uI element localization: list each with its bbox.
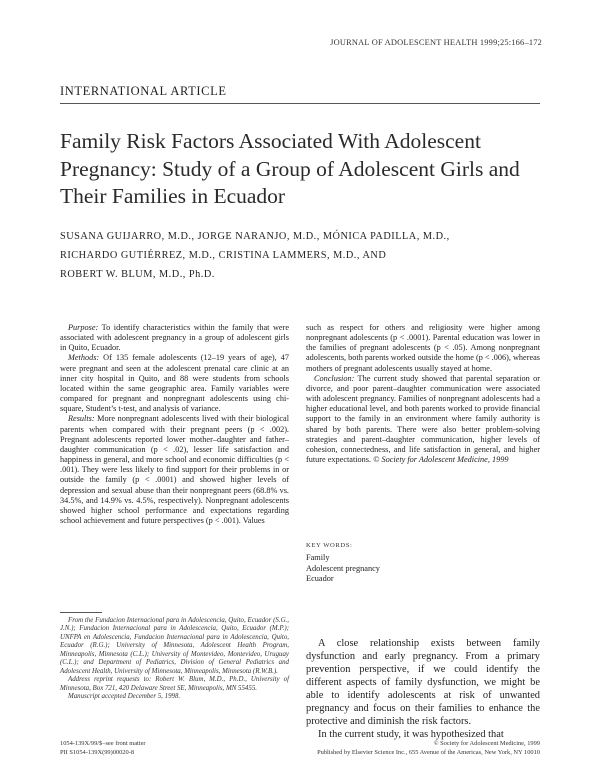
body-text [306,637,540,741]
abstract-methods [60,353,289,414]
body-paragraph: A close relationship exists between family dysfunction and early pregnancy. From a primary prevention perspective, if we could identify the different aspects of family dysfunction, we might be able to identify adolescents at risk of unwanted pregnancy and focus on their families to enhance the protective and diminish the risk factors. [306,638,540,727]
results-label: Results: [68,414,95,424]
conclusion-label: Conclusion: [314,373,355,383]
keyword-item: Family [306,553,330,562]
conclusion-text: The current study showed that parental separation or divorce, and poor parent–daughter communication were associated with adolescent pregnancy. Families of nonpregnant adolescents had a higher educational level, and both parents worked to provide financial support to the family in an environment where family authority is shared by both parents. There were also better problem-solving strategies and parent–daughter communication, higher levels of cohesion, connectedness, and life satisfaction in general, and higher future expectations. [306,373,540,465]
abstract-copyright: © Society for Adolescent Medicine, 1999 [371,455,509,465]
title-line: Family Risk Factors Associated With Adolescent [60,129,481,153]
abstract-column-left [60,323,289,526]
purpose-text: To identify characteristics within the family that were associated with adolescent pregnancy in a group of adolescent girls in Quito, Ecuador. [60,323,289,353]
abstract-continued: such as respect for others and religiosity were higher among nonpregnant adolescents (p < .0001). Parental education was lower in the families of pregnant adolescents (p < .05). Among nonpregnant adolescents, both parents worked outside the home (p < .006), whereas mothers of pregnant adolescents usually stayed at home. [306,323,540,373]
author-line: SUSANA GUIJARRO, M.D., JORGE NARANJO, M.D., MÓNICA PADILLA, M.D., [60,231,450,242]
footer-line: PII S1054-139X(99)00020-8 [60,748,135,756]
methods-text: Of 135 female adolescents (12–19 years of age), 47 were pregnant and seen at the adolescent prenatal care clinic at an inner city hospital in Quito, and 88 were students from schools located within the same geographic area. Family variables were compared for pregnant and nonpregnant adolescents using chi-square, Student’s t-test, and analysis of variance. [60,353,289,414]
author-line: RICHARDO GUTIÉRREZ, M.D., CRISTINA LAMMERS, M.D., AND [60,250,387,261]
footer-left [60,740,146,757]
abstract-conclusion [306,374,540,465]
author-list [60,227,550,284]
title-line: Pregnancy: Study of a Group of Adolescent Girls and [60,156,520,181]
article-title [60,128,550,211]
footer-right [317,740,540,757]
keywords-label: KEY WORDS: [306,542,353,549]
section-heading: INTERNATIONAL ARTICLE [60,84,227,98]
abstract-column-right [306,323,540,465]
title-line: Their Families in Ecuador [60,184,286,208]
footer-line: Published by Elsevier Science Inc., 655 Avenue of the Americas, New York, NY 10010 [317,748,540,756]
abstract-purpose [60,323,289,353]
section-divider [60,103,540,104]
footnote-affiliation: From the Fundacion Internacional para in Adolescencia, Quito, Ecuador (S.G., J.N.); Fundacion Internacional para in Adolescencia, Quito, Ecuador (M.P.); UNFPA en Adolescencia, Fundacion Internacional para in Adolescencia, Quito, Ecuador (R.G.); University of Minnesota, Adolescent Health Program, Minneapolis, Minnesota (C.L.); University of Montevideo, Montevideo, Uruguay (C.L.); and Department of Pediatrics, Division of General Pediatrics and Adolescent Health, University of Minnesota, Minneapolis, Minnesota (R.W.B.). [60,617,289,675]
abstract-results [60,414,289,526]
body-paragraph: In the current study, it was hypothesized that [318,729,504,740]
results-text: More nonpregnant adolescents lived with their biological parents when compared with their pregnant peers (p < .002). Pregnant adolescents reported lower mother–daughter and father–daughter communication (p < .02), lesser life satisfaction and happiness in general, and more school and economic difficulties (p < .001). They were less likely to find support for their problems in or outside the family (p < .0001) and showed higher levels of depression and sexual abuse than their nonpregnant peers (68.8% vs. 34.5%, and 14.9% vs. 4.5%, respectively). Nonpregnant adolescents showed higher school performance and expectations regarding school achievement and future perspectives (p < .001). Values [60,414,289,525]
methods-label: Methods: [68,353,100,363]
footnote-divider [60,612,102,613]
footnote-reprint: Address reprint requests to: Robert W. Blum, M.D., Ph.D., University of Minnesota, Box 721, 420 Delaware Street SE, Minneapolis, MN 55455. [60,676,289,692]
keyword-item: Adolescent pregnancy [306,563,380,573]
journal-reference: JOURNAL OF ADOLESCENT HEALTH 1999;25:166–172 [330,38,542,47]
purpose-label: Purpose: [68,323,99,332]
keywords-list [306,553,380,585]
footnotes [60,617,289,702]
footer-line: 1054-139X/99/$–see front matter [60,740,146,747]
footer-line: © Society for Adolescent Medicine, 1999 [433,740,540,747]
author-line: ROBERT W. BLUM, M.D., Ph.D. [60,269,215,280]
footnote-accepted: Manuscript accepted December 5, 1998. [68,693,181,701]
keyword-item: Ecuador [306,574,334,584]
